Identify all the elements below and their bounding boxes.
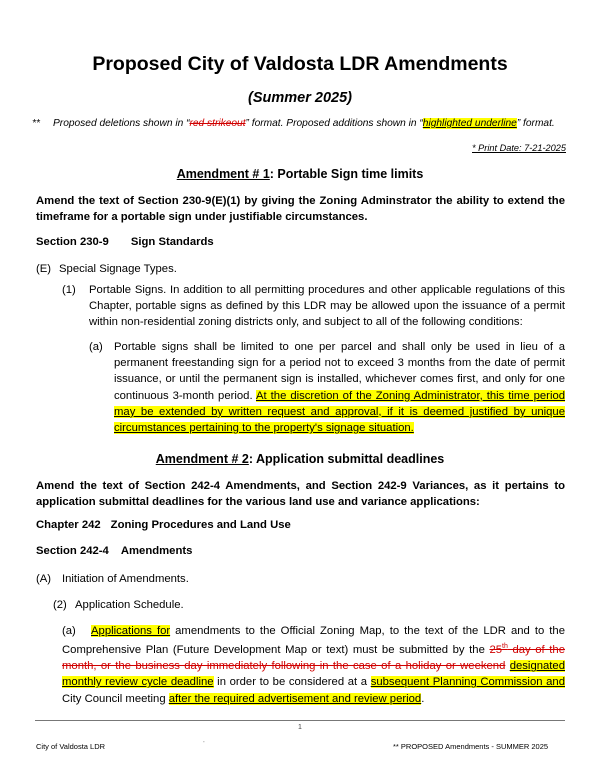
- paragraph-e-label: (E): [36, 263, 52, 275]
- legend-strike-sample: red strikeout: [189, 118, 246, 129]
- amendment-2-intro: Amend the text of Section 242-4 Amendments, and Section 242-9 Variances, as it pertains to application submittal deadlines for the various land use and variance applications:: [36, 480, 565, 508]
- deleted-deadline-rest: day of the month, or the business day immediately following in the case of a holiday or weekend: [62, 643, 565, 673]
- footer-right: ** PROPOSED Amendments - SUMMER 2025: [393, 742, 549, 751]
- paragraph-e-text: Special Signage Types.: [59, 263, 177, 275]
- paragraph-A-label: (A): [36, 573, 52, 585]
- print-date: * Print Date: 7-21-2025: [472, 143, 566, 153]
- legend-text-pre: Proposed deletions shown in “: [53, 118, 190, 129]
- paragraph-A-text: Initiation of Amendments.: [62, 573, 189, 585]
- added-review-period: after the required advertisement and review period: [168, 692, 422, 705]
- paragraph-2a-text-2: in order to be considered at a: [213, 676, 371, 689]
- paragraph-2-label: (2): [53, 599, 67, 611]
- paragraph-1-label: (1): [62, 284, 76, 296]
- added-applications-for: Applications for: [91, 625, 171, 637]
- paragraph-2a-text-1: amendments to the Official Zoning Map, to the text of the LDR and to the Comprehensive Plan (Future Development Map or text) must be submitted by the: [62, 625, 565, 656]
- amendment-1-intro: Amend the text of Section 230-9(E)(1) by giving the Zoning Adminstrator the ability to extend the timeframe for a portable sign under justifiable circumstances.: [36, 195, 565, 223]
- paragraph-a-text: Portable signs shall be limited to one per parcel and shall only be used in lieu of a permanent freestanding sign for a period not to exceed 3 months from the date of permit issuance, or until the permanent sign is installed, whichever comes first, and only for one continuous 3-month period.: [114, 341, 565, 402]
- section-title: Sign Standards: [130, 236, 214, 248]
- legend-stars: **: [32, 118, 40, 129]
- paragraph-2-text: Application Schedule.: [75, 599, 184, 611]
- chapter-title: Zoning Procedures and Land Use: [110, 519, 291, 531]
- deleted-deadline-day: 25: [489, 643, 503, 656]
- chapter-242-heading: [36, 519, 291, 531]
- section-242-4-title: Amendments: [120, 545, 193, 557]
- legend-highlight-sample: highlighted underline: [422, 118, 517, 129]
- paragraph-2: [53, 597, 184, 613]
- added-planning-commission: subsequent Planning Commission and: [370, 676, 565, 689]
- document-title: Proposed City of Valdosta LDR Amendments: [92, 53, 508, 75]
- section-230-9-heading: [36, 236, 214, 248]
- page-number: 1: [298, 724, 302, 731]
- amendment-2-title: : Application submittal deadlines: [248, 452, 445, 466]
- legend-text-post: ” format.: [516, 118, 555, 129]
- legend-text-mid: ” format. Proposed additions shown in “: [245, 118, 423, 129]
- paragraph-e: [36, 261, 177, 277]
- footer-mark: ˙: [203, 740, 206, 749]
- amendment-1-title: : Portable Sign time limits: [269, 167, 424, 181]
- deleted-deadline-suffix: th: [502, 643, 508, 651]
- paragraph-2a-label: (a): [62, 625, 76, 637]
- amendment-2-heading: [0, 452, 600, 466]
- amendment-2-label: Amendment # 2: [155, 452, 249, 466]
- paragraph-a-added-text: At the discretion of the Zoning Administrator, this time period may be extended by written request and approval, if it is deemed justified by unique circumstances pertaining to the property's signage situation.: [114, 389, 566, 435]
- amendment-1-heading: [0, 167, 600, 181]
- format-legend: [32, 118, 555, 129]
- paragraph-a-body: [114, 339, 565, 436]
- paragraph-2a-text-3: City Council meeting: [62, 692, 169, 705]
- paragraph-2a-body: [62, 623, 565, 707]
- footer-left: City of Valdosta LDR: [36, 742, 106, 751]
- added-review-cycle-deadline: designated monthly review cycle deadline: [62, 660, 565, 689]
- footer-divider: [35, 720, 565, 721]
- section-242-4-heading: [36, 545, 192, 557]
- amendment-1-label: Amendment # 1: [176, 167, 270, 181]
- paragraph-A: [36, 571, 189, 587]
- chapter-number: Chapter 242: [36, 519, 101, 531]
- paragraph-1-text: Portable Signs. In addition to all permitting procedures and other applicable regulations of this Chapter, portable signs as defined by this LDR may be allowed upon the issuance of a permit within non-residential zoning districts only, and subject to all of the following conditions:: [89, 284, 565, 329]
- paragraph-a-label: (a): [89, 341, 103, 353]
- document-subtitle: (Summer 2025): [248, 90, 352, 106]
- section-number: Section 230-9: [36, 236, 109, 248]
- section-242-4-number: Section 242-4: [36, 545, 109, 557]
- paragraph-2a-end: .: [421, 692, 425, 705]
